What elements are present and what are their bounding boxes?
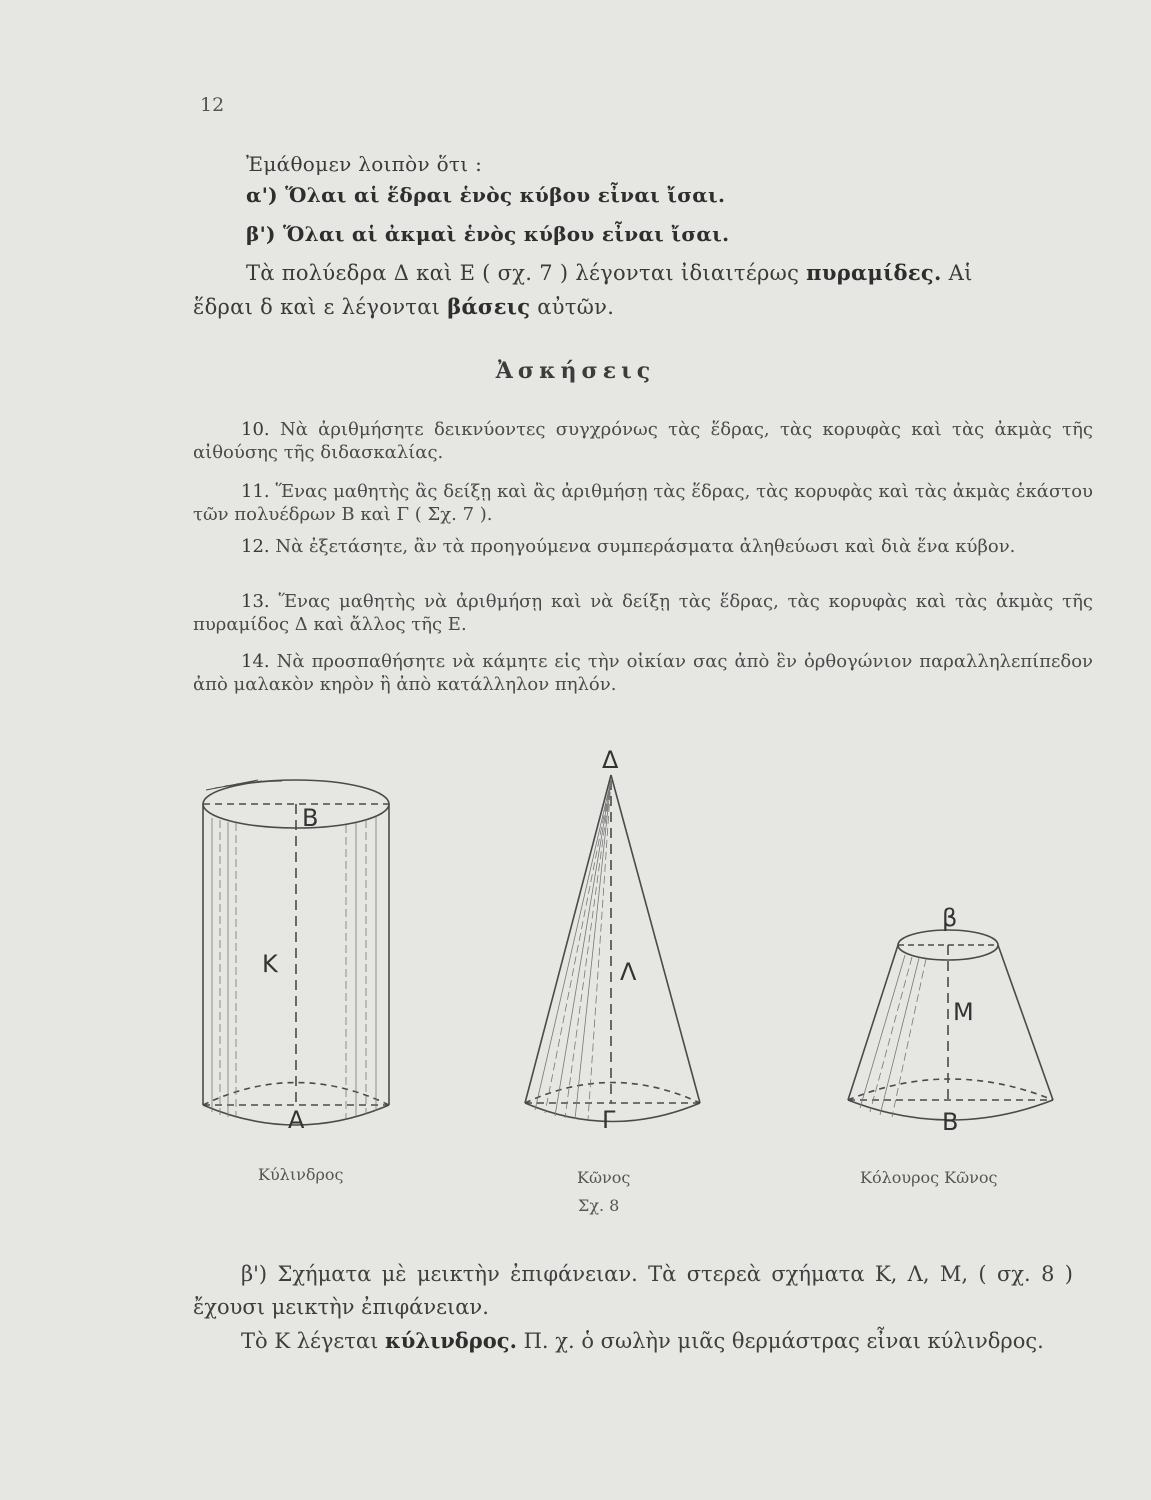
frustum-drawing: [848, 930, 1053, 1120]
pyramids-text-2b: αὐτῶν.: [537, 295, 615, 319]
cylinder-paragraph: [193, 1324, 1073, 1358]
cylinder-term: κύλινδρος.: [385, 1328, 517, 1353]
mixed-surface-paragraph: β') Σχήματα μὲ μεικτὴν ἐπιφάνειαν. Τὰ στερεὰ σχήματα Κ, Λ, Μ, ( σχ. 8 ) ἔχουσι μεικτὴν ἐπιφάνειαν.: [193, 1262, 1073, 1319]
cone-caption: Κῶνος: [577, 1168, 631, 1187]
pyramids-term: πυραμίδες.: [806, 260, 942, 285]
cone-solid-label: Λ: [620, 958, 637, 986]
frustum-top-label: β: [942, 904, 958, 932]
pyramids-text-2a: ἕδραι δ καὶ ε λέγονται: [193, 295, 441, 319]
frustum-right-edge: [998, 945, 1053, 1100]
exercise-text: Ἕνας μαθητὴς ἂς δείξῃ καὶ ἂς ἀριθμήσῃ τὰς ἕδρας, τὰς κορυφὰς καὶ τὰς ἀκμὰς ἑκάστου τῶν πολυέδρων Β καὶ Γ ( Σχ. 7 ).: [193, 481, 1093, 525]
exercise-number: 13.: [241, 591, 270, 612]
frustum-solid-label: Μ: [953, 998, 974, 1026]
frustum-bottom-label: Β: [942, 1108, 959, 1136]
exercise-number: 12.: [241, 536, 270, 557]
exercise-text: Νὰ ἐξετάσητε, ἂν τὰ προηγούμενα συμπεράσματα ἀληθεύωσι καὶ διὰ ἕνα κύβον.: [275, 536, 1016, 557]
frustum-left-edge: [848, 945, 898, 1100]
figure-number-label: Σχ. 8: [578, 1196, 620, 1215]
exercise-number: 11.: [241, 481, 270, 502]
fact-b-label: β'): [246, 222, 276, 246]
exercise-text: Νὰ προσπαθήσητε νὰ κάμητε εἰς τὴν οἰκίαν σας ἀπὸ ἓν ὀρθογώνιον παραλληλεπίπεδον ἀπὸ μαλακὸν κηρὸν ἢ ἀπὸ κατάλληλον πηλόν.: [193, 651, 1093, 695]
pyramids-text-1a: Τὰ πολύεδρα Δ καὶ Ε ( σχ. 7 ) λέγονται ἰδιαιτέρως: [246, 261, 800, 285]
page-number: 12: [200, 94, 225, 116]
intro-line: Ἐμάθομεν λοιπὸν ὅτι :: [246, 152, 483, 176]
cone-shading: [535, 780, 611, 1120]
frustum-caption: Κόλουρος Κῶνος: [860, 1168, 998, 1187]
fact-b-text: Ὅλαι αἱ ἀκμαὶ ἑνὸς κύβου εἶναι ἴσαι.: [283, 222, 730, 246]
cone-base-back: [525, 1083, 700, 1104]
cylinder-bottom-label: Α: [288, 1106, 305, 1134]
exercise-text: Ἕνας μαθητὴς νὰ ἀριθμήσῃ καὶ νὰ δείξῃ τὰς ἕδρας, τὰς κορυφὰς καὶ τὰς ἀκμὰς τῆς πυραμίδος Δ καὶ ἄλλος τῆς Ε.: [193, 591, 1093, 635]
cone-left-edge: [525, 775, 611, 1103]
exercise-number: 10.: [241, 419, 270, 440]
fact-a-label: α'): [246, 183, 278, 207]
cylinder-solid-label: Κ: [262, 950, 278, 978]
exercises-heading: Ἀσκήσεις: [495, 358, 656, 384]
cylinder-top-label: Β: [302, 804, 319, 832]
cylinder-paragraph-text-b: Π. χ. ὁ σωλὴν μιᾶς θερμάστρας εἶναι κύλινδρος.: [523, 1329, 1044, 1353]
exercise-number: 14.: [241, 651, 270, 672]
cone-right-edge: [611, 775, 700, 1103]
cone-apex-label: Δ: [602, 746, 619, 774]
cylinder-top-hatch: [206, 780, 282, 790]
fact-a-text: Ὅλαι αἱ ἕδραι ἑνὸς κύβου εἶναι ἴσαι.: [285, 183, 726, 207]
cone-drawing: [525, 775, 700, 1122]
exercise-text: Νὰ ἀριθμήσητε δεικνύοντες συγχρόνως τὰς ἕδρας, τὰς κορυφὰς καὶ τὰς ἀκμὰς τῆς αἰθούσης τῆς διδασκαλίας.: [193, 419, 1093, 463]
cylinder-shading: [212, 817, 376, 1118]
frustum-bottom-back: [848, 1079, 1053, 1100]
cylinder-drawing: [203, 780, 389, 1125]
pyramids-text-1b: Αἱ: [948, 261, 973, 285]
bases-term: βάσεις: [447, 294, 531, 319]
cylinder-paragraph-text-a: Τὸ Κ λέγεται: [241, 1329, 379, 1353]
cone-base-label: Γ: [602, 1106, 616, 1134]
cylinder-caption: Κύλινδρος: [258, 1165, 344, 1184]
